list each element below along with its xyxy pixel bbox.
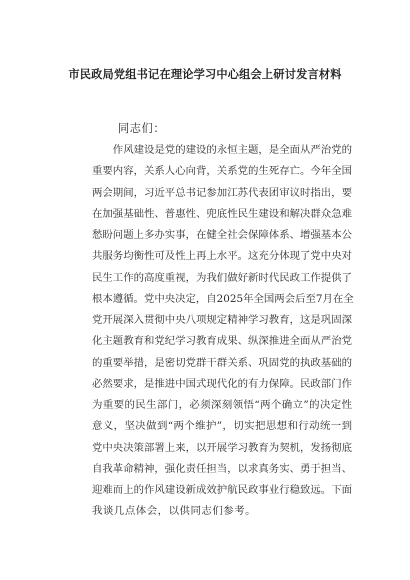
paragraph-line: 意义，坚决做到“两个维护”，切实把思想和行动统一到 xyxy=(92,420,352,433)
paragraph-line: 两会期间，习近平总书记参加江苏代表团审议时指出，要 xyxy=(92,186,352,199)
document-title: 市民政局党组书记在理论学习中心组会上研讨发言材料 xyxy=(68,68,342,81)
paragraph-line: 的重要举措，是密切党群干群关系、巩固党的执政基础的 xyxy=(92,356,352,369)
paragraph-line: 重要内容，关系人心向背，关系党的生死存亡。今年全国 xyxy=(92,165,352,178)
paragraph-line: 根本遵循。党中央决定，自2025年全国两会后至7月在全 xyxy=(92,292,354,305)
paragraph-line: 我谈几点体会，以供同志们参考。 xyxy=(92,505,257,518)
paragraph-line: 民生工作的高度重视，为我们做好新时代民政工作提供了 xyxy=(92,271,352,284)
paragraph-line: 愁盼问题上多办实事，在健全社会保障体系、增强基本公 xyxy=(92,229,352,241)
paragraph-line: 为重要的民生部门，必须深刻领悟“两个确立”的决定性 xyxy=(92,399,352,411)
paragraph-line: 党中央决策部署上来，以开展学习教育为契机，发扬彻底 xyxy=(92,441,352,454)
body-paragraph xyxy=(92,140,352,523)
paragraph-line: 党开展深入贯彻中央八项规定精神学习教育，这是巩固深 xyxy=(92,314,352,326)
paragraph-line: 自我革命精神，强化责任担当，以求真务实、勇于担当、 xyxy=(92,462,352,475)
paragraph-line: 迎难而上的作风建设新成效护航民政事业行稳致远。下面 xyxy=(92,484,352,496)
paragraph-line: 在加强基础性、普惠性、兜底性民生建设和解决群众急难 xyxy=(92,207,352,220)
paragraph-line: 化主题教育和党纪学习教育成果、纵深推进全面从严治党 xyxy=(92,335,352,348)
paragraph-line: 必然要求，是推进中国式现代化的有力保障。民政部门作 xyxy=(92,377,352,390)
paragraph-line: 共服务均衡性可及性上再上水平。这充分体现了党中央对 xyxy=(92,250,352,263)
salutation: 同志们： xyxy=(118,122,166,135)
paragraph-line: 作风建设是党的建设的永恒主题，是全面从严治党的 xyxy=(92,144,352,156)
